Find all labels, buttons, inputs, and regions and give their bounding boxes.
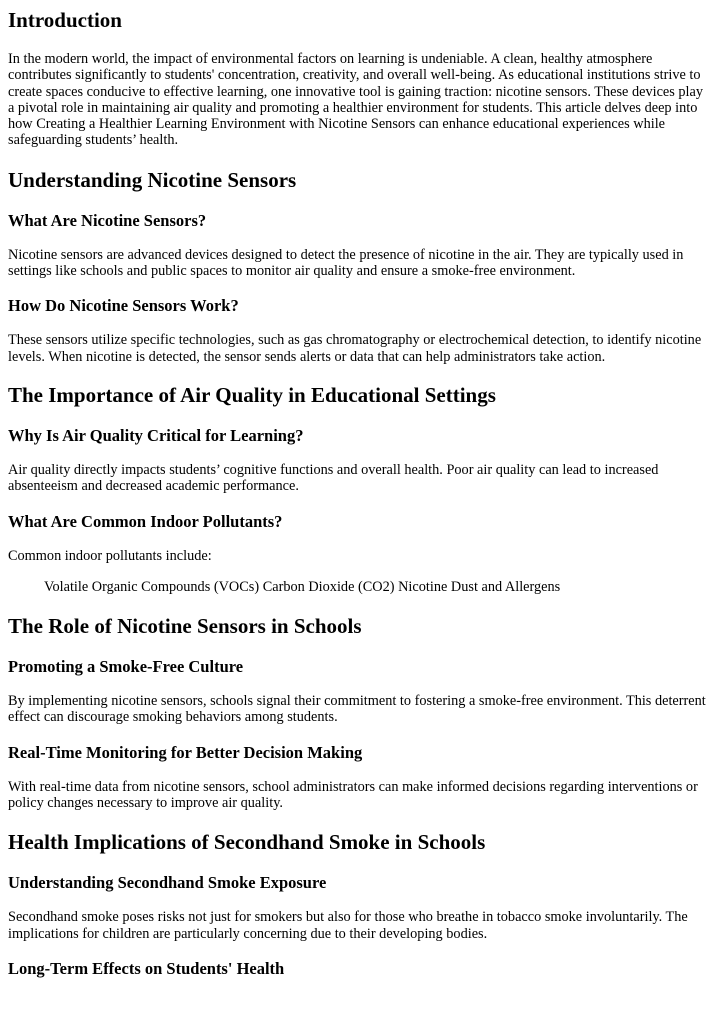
section-heading-understanding-nicotine-sensors: Understanding Nicotine Sensors [8, 167, 297, 192]
section-heading-health-implications: Health Implications of Secondhand Smoke in Schools [8, 830, 486, 855]
subheading-why-is-air-quality-critical: Why Is Air Quality Critical for Learning? [8, 425, 304, 445]
paragraph-why-is-air-quality-critical: Air quality directly impacts students’ cognitive functions and overall health. Poor air quality can lead to increased absenteeism and decreased academic performance. [8, 461, 659, 495]
list-item: Carbon Dioxide (CO2) [262, 578, 395, 595]
subheading-what-are-nicotine-sensors: What Are Nicotine Sensors? [8, 210, 207, 230]
section-heading-importance-of-air-quality: The Importance of Air Quality in Educational Settings [8, 382, 496, 407]
subheading-common-indoor-pollutants: What Are Common Indoor Pollutants? [8, 511, 283, 531]
list-item: Dust and Allergens [450, 578, 561, 595]
section-heading-introduction: Introduction [8, 8, 122, 32]
introduction-paragraph: In the modern world, the impact of environmental factors on learning is undeniable. A clean, healthy atmosphere contributes significantly to students' concentration, creativity, and overall well-being. As educational institutions strive to create spaces conducive to effective learning, one innovative tool is gaining traction: nicotine sensors. These devices play a pivotal role in maintaining air quality and promoting a healthier environment for students. This article delves deep into how Creating a Healthier Learning Environment with Nicotine Sensors can enhance educational experiences while safeguarding students’ health. [8, 51, 704, 149]
list-item: Nicotine [398, 578, 448, 595]
subheading-long-term-effects: Long-Term Effects on Students' Health [8, 958, 285, 978]
paragraph-promoting-smoke-free-culture: By implementing nicotine sensors, schools signal their commitment to fostering a smoke-free environment. This deterrent effect can discourage smoking behaviors among students. [8, 693, 706, 726]
pollutants-list [8, 579, 712, 595]
subheading-how-do-nicotine-sensors-work: How Do Nicotine Sensors Work? [8, 296, 239, 316]
paragraph-what-are-nicotine-sensors: Nicotine sensors are advanced devices designed to detect the presence of nicotine in the air. They are typically used in settings like schools and public spaces to monitor air quality and ensure a smoke-free environment. [8, 246, 684, 280]
paragraph-understanding-secondhand-smoke: Secondhand smoke poses risks not just for smokers but also for those who breathe in tobacco smoke involuntarily. The implications for children are particularly concerning due to their developing bodies. [8, 909, 688, 942]
paragraph-real-time-monitoring: With real-time data from nicotine sensors, school administrators can make informed decisions regarding interventions or policy changes necessary to improve air quality. [8, 778, 698, 812]
list-item: Volatile Organic Compounds (VOCs) [44, 578, 260, 595]
subheading-understanding-secondhand-smoke: Understanding Secondhand Smoke Exposure [8, 873, 327, 893]
paragraph-how-do-nicotine-sensors-work: These sensors utilize specific technologies, such as gas chromatography or electrochemical detection, to identify nicotine levels. When nicotine is detected, the sensor sends alerts or data that can help administrators take action. [8, 332, 702, 365]
section-heading-role-of-nicotine-sensors: The Role of Nicotine Sensors in Schools [8, 614, 362, 639]
subheading-promoting-smoke-free-culture: Promoting a Smoke-Free Culture [8, 657, 244, 677]
paragraph-common-indoor-pollutants: Common indoor pollutants include: [8, 547, 212, 564]
subheading-real-time-monitoring: Real-Time Monitoring for Better Decision Making [8, 742, 363, 762]
